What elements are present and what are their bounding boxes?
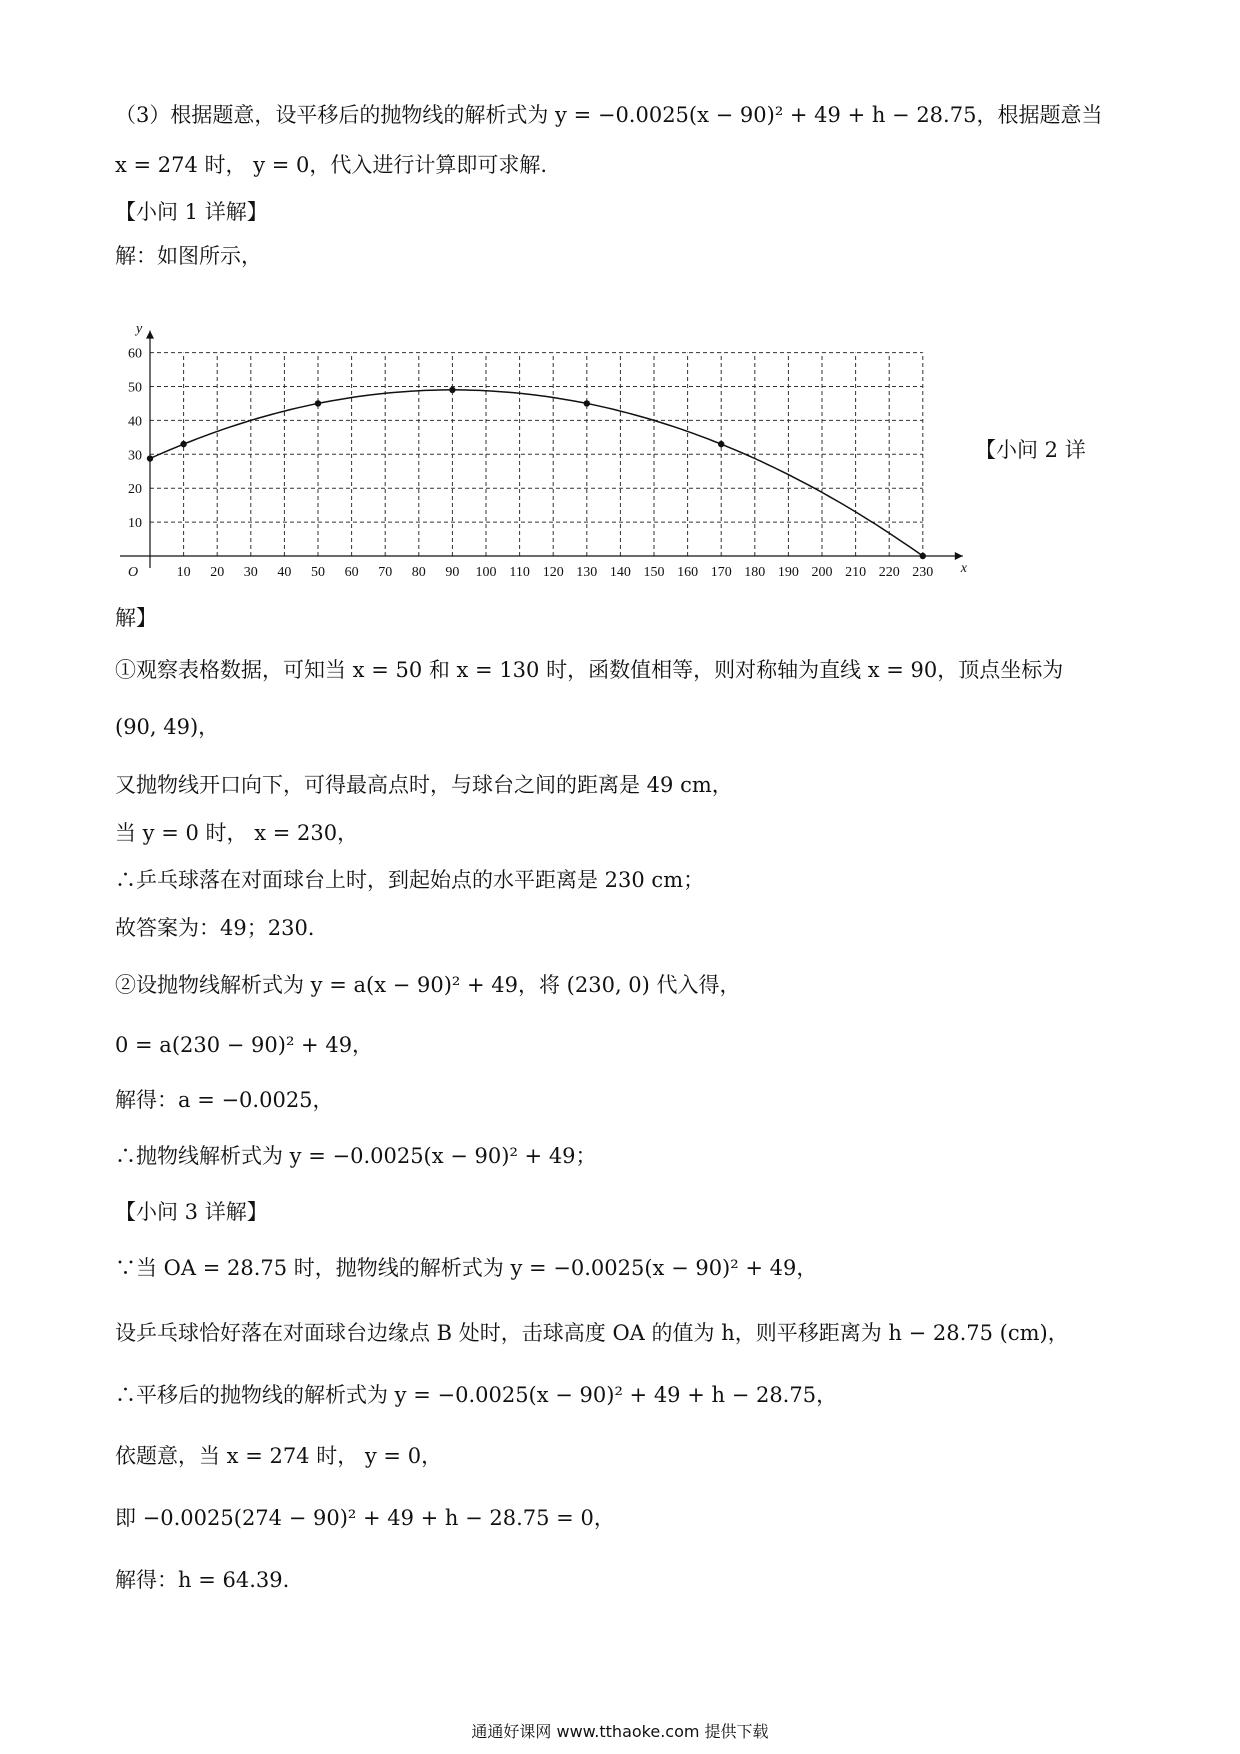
line-1: （3）根据题意，设平移后的抛物线的解析式为 y = −0.0025(x − 90)² + 49 + h − 28.75，根据题意当	[115, 103, 1103, 127]
x-tick-label: 110	[509, 565, 530, 580]
line-18: 设乒乓球恰好落在对面球台边缘点 B 处时，击球高度 OA 的值为 h，则平移距离为 h − 28.75 (cm)，	[115, 1321, 1069, 1345]
x-tick-label: 210	[845, 565, 867, 580]
line-6: ①观察表格数据，可知当 x = 50 和 x = 130 时，函数值相等，则对称轴为直线 x = 90，顶点坐标为	[115, 658, 1064, 682]
x-tick-label: 70	[378, 565, 393, 580]
x-tick-label: 200	[811, 565, 833, 580]
x-tick-label: 220	[878, 565, 900, 580]
x-tick-label: 60	[344, 565, 359, 580]
y-tick-label: 20	[128, 482, 142, 498]
graph-labels	[128, 322, 968, 580]
x-tick-label: 10	[176, 565, 191, 580]
x-tick-label: 160	[677, 565, 699, 580]
x-tick-label: 230	[912, 565, 934, 580]
x-tick-label: 50	[311, 565, 325, 580]
data-point	[718, 441, 724, 447]
parabola-graph	[110, 318, 968, 580]
x-axis-label: x	[960, 561, 968, 576]
line-11: 故答案为：49；230.	[115, 916, 315, 940]
x-tick-label: 180	[744, 565, 766, 580]
line-12: ②设抛物线解析式为 y = a(x − 90)² + 49，将 (230, 0) 代入得，	[115, 973, 741, 997]
x-tick-label: 40	[277, 565, 292, 580]
line-9: 当 y = 0 时， x = 230，	[115, 821, 359, 845]
page-footer: 通通好课网 www.tthaoke.com 提供下载	[471, 1722, 769, 1741]
data-point	[315, 400, 321, 406]
parabola-curve	[150, 390, 923, 556]
line-21: 即 −0.0025(274 − 90)² + 49 + h − 28.75 = 0，	[115, 1506, 615, 1530]
origin-label: O	[128, 565, 139, 580]
x-tick-label: 170	[710, 565, 732, 580]
x-tick-label: 80	[411, 565, 426, 580]
y-tick-label: 10	[128, 516, 142, 532]
x-tick-label: 120	[542, 565, 564, 580]
x-tick-label: 90	[445, 565, 460, 580]
x-tick-label: 100	[475, 565, 497, 580]
line-4: 解：如图所示，	[115, 244, 262, 268]
x-tick-label: 30	[243, 565, 258, 580]
line-10: ∴乒乓球落在对面球台上时，到起始点的水平距离是 230 cm；	[115, 868, 705, 892]
x-tick-label: 150	[643, 565, 665, 580]
line-5: 解】	[115, 606, 157, 630]
line-20: 依题意，当 x = 274 时， y = 0，	[115, 1444, 443, 1468]
line-13: 0 = a(230 − 90)² + 49，	[115, 1033, 374, 1057]
y-tick-label: 60	[128, 346, 142, 362]
graph-points	[147, 387, 926, 560]
y-axis-label: y	[136, 321, 143, 337]
data-point	[147, 455, 153, 461]
y-tick-label: 40	[128, 414, 142, 430]
data-point	[180, 441, 186, 447]
graph-grid	[150, 353, 923, 556]
line-8: 又抛物线开口向下，可得最高点时，与球台之间的距离是 49 cm，	[115, 773, 733, 797]
line-22: 解得：h = 64.39.	[115, 1568, 290, 1592]
y-tick-label: 30	[128, 448, 142, 464]
line-2: x = 274 时， y = 0，代入进行计算即可求解.	[115, 153, 548, 177]
x-tick-label: 20	[210, 565, 225, 580]
x-tick-label: 140	[609, 565, 631, 580]
x-axis-arrow	[955, 552, 963, 560]
line-17: ∵当 OA = 28.75 时，抛物线的解析式为 y = −0.0025(x − 90)² + 49，	[115, 1256, 818, 1280]
line-3: 【小问 1 详解】	[115, 200, 268, 224]
y-tick-label: 50	[128, 380, 142, 396]
side-label: 【小问 2 详	[975, 438, 1086, 462]
x-tick-label: 130	[576, 565, 598, 580]
data-point	[920, 553, 926, 559]
line-14: 解得：a = −0.0025，	[115, 1088, 334, 1112]
graph-axes	[120, 331, 963, 568]
line-19: ∴平移后的抛物线的解析式为 y = −0.0025(x − 90)² + 49 + h − 28.75，	[115, 1383, 838, 1407]
line-16: 【小问 3 详解】	[115, 1200, 268, 1224]
y-axis-arrow	[146, 331, 154, 339]
data-point	[449, 387, 455, 393]
x-tick-label: 190	[777, 565, 799, 580]
line-15: ∴抛物线解析式为 y = −0.0025(x − 90)² + 49；	[115, 1144, 597, 1168]
line-7: (90, 49)，	[115, 715, 220, 739]
data-point	[584, 400, 590, 406]
